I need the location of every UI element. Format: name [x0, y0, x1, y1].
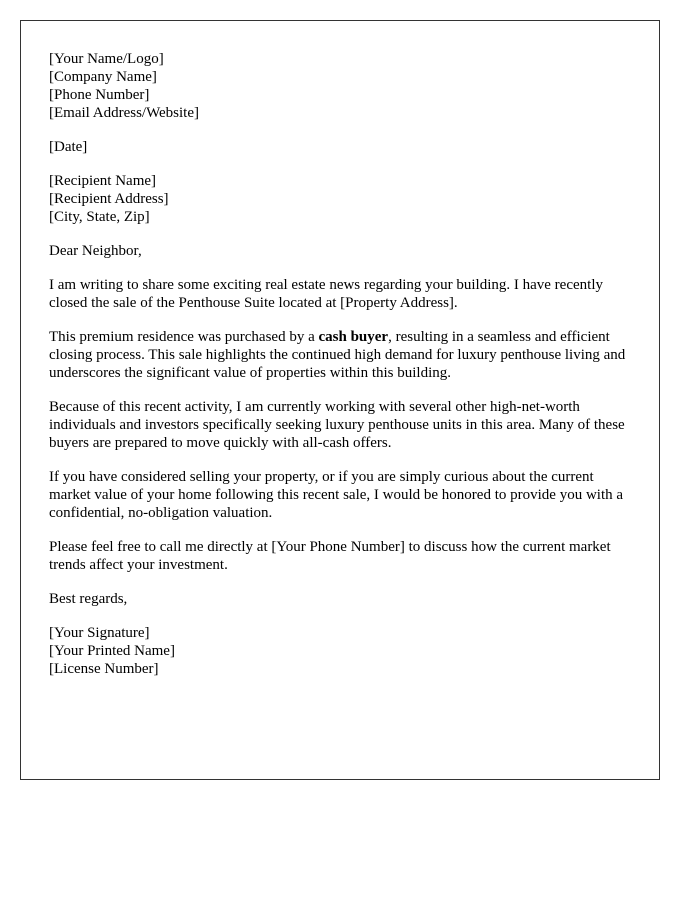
letter-content	[49, 50, 639, 694]
recipient-name: [Recipient Name]	[49, 173, 157, 189]
license-number: [License Number]	[49, 661, 159, 677]
letter-page	[20, 20, 660, 780]
p2-bold-cash-buyer: cash buyer	[318, 329, 389, 345]
signature-block	[49, 624, 639, 678]
date-block	[49, 138, 639, 156]
salutation: Dear Neighbor,	[49, 243, 142, 259]
sender-block	[49, 50, 639, 122]
p2-text-after: , resulting in a seamless and efficient closing process. This sale highlights the continued high demand for luxury penthouse living and underscores the significant value of properties within this building.	[49, 329, 626, 381]
recipient-city-state-zip: [City, State, Zip]	[49, 209, 150, 225]
body-paragraph-1: I am writing to share some exciting real estate news regarding your building. I have recently closed the sale of the Penthouse Suite located at [Property Address].	[49, 277, 603, 311]
body-paragraph-5: Please feel free to call me directly at [Your Phone Number] to discuss how the current market trends affect your investment.	[49, 539, 611, 573]
sender-company: [Company Name]	[49, 69, 157, 85]
sender-email-website: [Email Address/Website]	[49, 105, 200, 121]
p2-text-before: This premium residence was purchased by a	[49, 329, 319, 345]
signature-line: [Your Signature]	[49, 625, 150, 641]
body-paragraph-4: If you have considered selling your property, or if you are simply curious about the current market value of your home following this recent sale, I would be honored to provide you with a confidential, no-obligation valuation.	[49, 469, 624, 521]
sender-name-logo: [Your Name/Logo]	[49, 51, 164, 67]
body-paragraph-2	[49, 328, 639, 382]
printed-name: [Your Printed Name]	[49, 643, 175, 659]
recipient-address: [Recipient Address]	[49, 191, 169, 207]
closing: Best regards,	[49, 591, 128, 607]
letter-date: [Date]	[49, 139, 88, 155]
recipient-block	[49, 172, 639, 226]
sender-phone: [Phone Number]	[49, 87, 150, 103]
body-paragraph-3: Because of this recent activity, I am currently working with several other high-net-worth individuals and investors specifically seeking luxury penthouse units in this area. Many of these buyers are prepared to move quickly with all-cash offers.	[49, 399, 625, 451]
